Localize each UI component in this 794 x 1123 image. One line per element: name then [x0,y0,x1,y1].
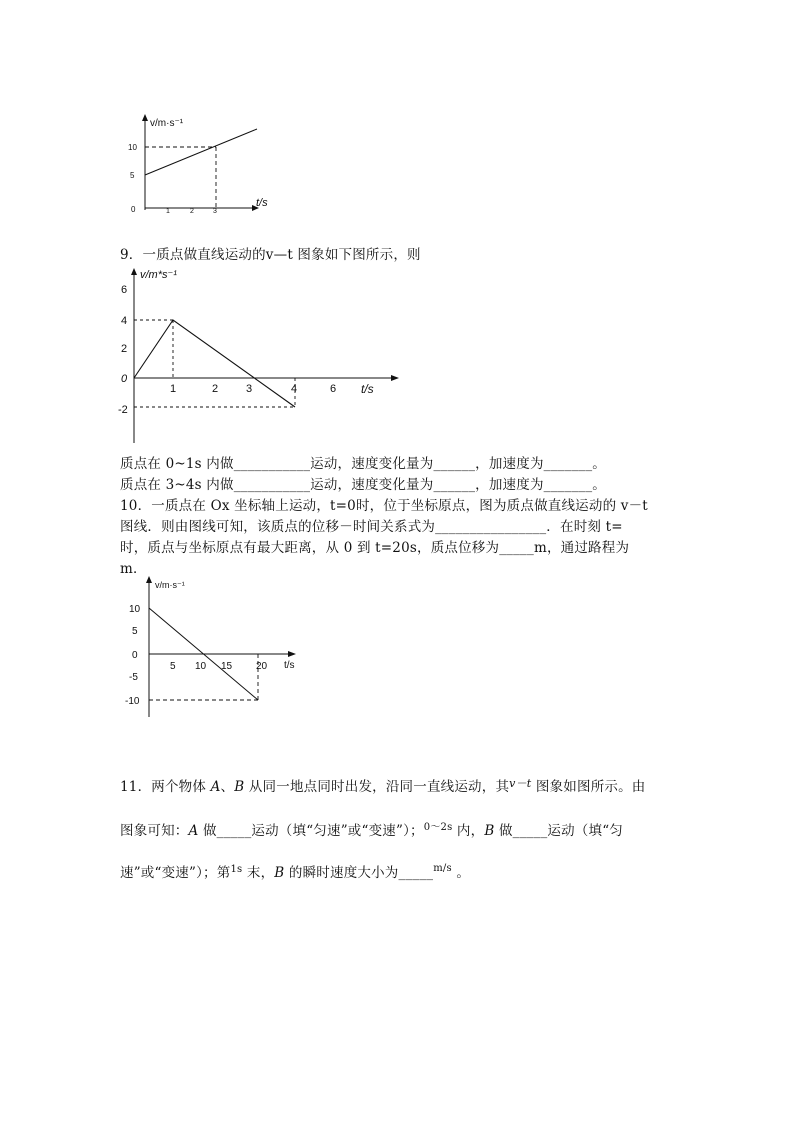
graph2-ytick-2: 2 [121,343,128,355]
q11-object-b: B [234,779,245,795]
q11-line3-b: 末， [242,865,275,881]
q9-line2: 质点在 3~4s 内做___________运动，速度变化量为______，加速度为_______。 [120,477,606,493]
q11-line3 [120,861,470,881]
graph2-x-arrow [391,375,399,381]
graph3-ytick-0: 0 [132,650,138,661]
graph3-xlabel: t/s [284,660,295,671]
q10-line3: 时，质点与坐标原点有最大距离，从 0 到 t=20s，质点位移为_____m，通过路程为 [120,540,630,556]
q11-line2-d: 做_____运动（填“匀 [494,823,624,839]
graph3-xtick-5: 5 [170,661,176,672]
q11-line1-c: 图象如图所示。由 [531,779,646,795]
graph2-ytick-6: 6 [121,284,128,296]
graph1-xtick-1: 1 [166,208,170,215]
graph2-xtick-3: 3 [246,383,253,395]
graph1-xlabel: t/s [256,197,268,209]
graph2-chart [115,263,405,448]
graph2-ytick-neg2: -2 [118,404,128,416]
graph2-ytick-0: 0 [121,373,128,385]
q11-range: 0～2s [423,822,453,833]
q11-line3-d: 。 [451,865,471,881]
q11-unit: m/s [433,863,452,874]
q10-line4: m． [120,561,147,577]
graph1-ylabel: v/m·s⁻¹ [150,118,184,129]
graph1-ytick-5: 5 [130,171,135,180]
q11-second: 1s [230,864,243,875]
q11-line2-object-a: A [188,823,199,839]
q10-line1: 10．一质点在 Ox 坐标轴上运动，t=0时，位于坐标原点，图为质点做直线运动的 v－t [120,498,648,514]
graph3-chart [115,572,315,722]
graph1-xtick-3: 3 [213,208,217,215]
graph3-y-arrow [146,576,152,583]
graph3-xtick-20: 20 [256,661,268,672]
graph1-series-line [145,129,257,175]
graph2-xtick-4: 4 [291,383,298,395]
graph2-ylabel: v/m*s⁻¹ [140,269,177,281]
q11-line2-b: 做_____运动（填“匀速”或“变速”）； [198,823,424,839]
graph3-ytick-neg10: -10 [125,696,140,707]
q11-line3-c: 的瞬时速度大小为_____ [284,865,434,881]
q11-line2-c: 内， [452,823,485,839]
q11-line1-a: 11．两个物体 [120,779,211,795]
graph3-xtick-10: 10 [195,661,207,672]
graph1-ytick-0: 0 [131,205,136,214]
q11-vt: v－t [509,777,532,790]
graph1-chart [120,110,280,220]
q9-stem: 9．一质点做直线运动的v—t 图象如下图所示，则 [120,247,421,263]
q11-line1 [120,775,646,795]
graph3-ytick-5: 5 [132,626,138,637]
q11-line2-a: 图象可知： [120,823,189,839]
q11-separator: 、 [220,779,235,795]
graph2-y-arrow [131,268,137,275]
q9-line1: 质点在 0~1s 内做___________运动，速度变化量为______，加速度为_______。 [120,456,606,472]
q11-line3-a: 速”或“变速”）；第 [120,865,231,881]
graph3-x-arrow [288,651,296,657]
graph2-xtick-2: 2 [212,383,219,395]
graph2-xtick-6: 6 [330,383,337,395]
graph3-xtick-15: 15 [221,661,233,672]
graph3-ytick-10: 10 [129,604,141,615]
q11-object-a: A [210,779,221,795]
q11-line1-b: 从同一地点同时出发，沿同一直线运动，其 [244,779,510,795]
graph1-y-arrow [142,114,148,121]
q11-line3-object-b: B [274,865,285,881]
q10-line2: 图线．则由图线可知，该质点的位移－时间关系式为________________．在时刻 t= [120,519,623,535]
graph2-ytick-4: 4 [121,315,128,327]
graph1-xtick-2: 2 [190,208,194,215]
graph1-ytick-10: 10 [128,143,137,152]
q11-line2-object-b: B [484,823,495,839]
graph3-ylabel: v/m·s⁻¹ [155,580,185,590]
graph2-xtick-1: 1 [170,383,177,395]
graph3-ytick-neg5: -5 [129,672,138,683]
q11-line2 [120,818,623,839]
graph2-xlabel: t/s [361,382,374,396]
